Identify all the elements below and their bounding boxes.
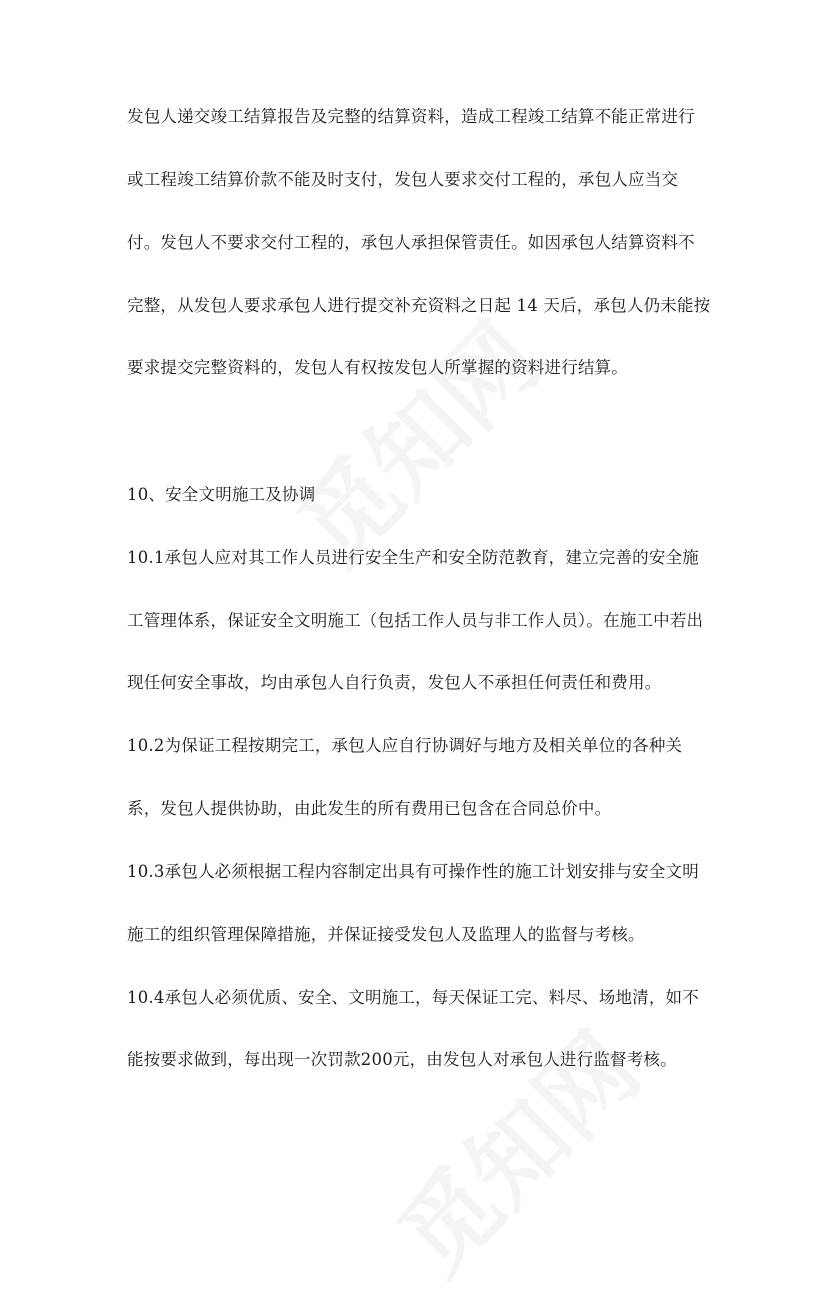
section-heading: 10、安全文明施工及协调 xyxy=(127,485,316,504)
paragraph-line: 10.2为保证工程按期完工，承包人应自行协调好与地方及相关单位的各种关 xyxy=(127,736,683,755)
paragraph-line: 能按要求做到，每出现一次罚款200元，由发包人对承包人进行监督考核。 xyxy=(127,1050,677,1069)
paragraph-line: 完整，从发包人要求承包人进行提交补充资料之日起 14 天后，承包人仍未能按 xyxy=(127,296,711,315)
paragraph-line: 10.1承包人应对其工作人员进行安全生产和安全防范教育，建立完善的安全施 xyxy=(127,548,699,567)
watermark xyxy=(264,288,565,589)
paragraph-line: 付。发包人不要求交付工程的，承包人承担保管责任。如因承包人结算资料不 xyxy=(127,233,695,252)
paragraph-line: 系，发包人提供协助，由此发生的所有费用已包含在合同总价中。 xyxy=(127,799,612,818)
paragraph-line: 10.4承包人必须优质、安全、文明施工，每天保证工完、料尽、场地清，如不 xyxy=(127,988,699,1007)
paragraph-line: 施工的组织管理保障措施，并保证接受发包人及监理人的监督与考核。 xyxy=(127,925,645,944)
paragraph-line: 10.3承包人必须根据工程内容制定出具有可操作性的施工计划安排与安全文明 xyxy=(127,862,699,881)
paragraph-line: 现任何安全事故，均由承包人自行负责，发包人不承担任何责任和费用。 xyxy=(127,673,662,692)
paragraph-line: 发包人递交竣工结算报告及完整的结算资料，造成工程竣工结算不能正常进行 xyxy=(127,107,695,126)
paragraph-line: 或工程竣工结算价款不能及时支付，发包人要求交付工程的，承包人应当交 xyxy=(127,170,679,189)
paragraph-line: 要求提交完整资料的，发包人有权按发包人所掌握的资料进行结算。 xyxy=(127,358,628,377)
watermark xyxy=(364,998,665,1299)
paragraph-line: 工管理体系，保证安全文明施工（包括工作人员与非工作人员）。在施工中若出 xyxy=(127,611,704,630)
